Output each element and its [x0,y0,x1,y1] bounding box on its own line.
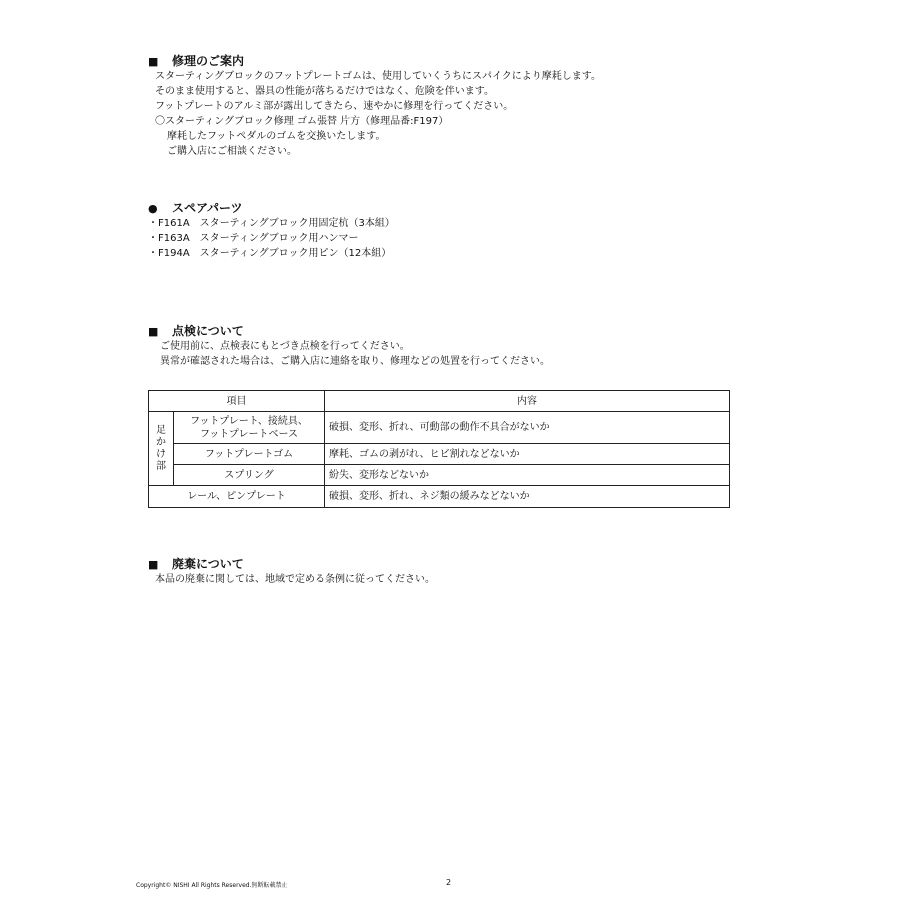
repair-service-contact: ご購入店にご相談ください。 [167,146,297,157]
repair-title: 修理のご案内 [172,54,245,68]
group-label-footrest: 足 か け 部 [149,412,174,486]
page-number: 2 [446,878,452,887]
repair-heading [148,54,601,69]
table-row [149,412,730,444]
disposal-heading [148,557,435,572]
repair-section [148,54,601,159]
item-cell: スプリング [174,465,325,486]
repair-service-desc: 摩耗したフットペダルのゴムを交換いたします。 [167,131,386,142]
inspection-table [148,390,730,508]
item-cell: レール、ピンプレート [149,486,325,508]
table-row [149,465,730,486]
header-content: 内容 [325,391,730,412]
spare-parts-title: スペアパーツ [172,201,243,215]
table-row [149,486,730,508]
repair-text-line: スターティングブロックのフットプレートゴムは、使用していくうちにスパイクにより摩耗します。 [155,71,601,82]
inspection-text-line: ご使用前に、点検表にもとづき点検を行ってください。 [160,341,410,352]
item-cell: フットプレート、接続具、 フットプレートベース [174,412,325,444]
disposal-text-line: 本品の廃棄に関しては、地域で定める条例に従ってください。 [155,574,435,585]
inspection-text-line: 異常が確認された場合は、ご購入店に連絡を取り、修理などの処置を行ってください。 [160,356,550,367]
item-cell: フットプレートゴム [174,444,325,465]
content-cell: 紛失、変形などないか [325,465,730,486]
spare-parts-heading [148,201,395,216]
square-bullet-icon: ■ [148,325,159,338]
content-cell: 摩耗、ゴムの剥がれ、ヒビ割れなどないか [325,444,730,465]
spare-part-item: ・F161A スターティングブロック用固定杭（3本組） [148,218,395,229]
repair-service-name: 〇スターティングブロック修理 ゴム張替 片方（修理品番:F197） [155,116,449,127]
square-bullet-icon: ■ [148,558,159,571]
table-row [149,444,730,465]
circle-bullet-icon: ● [148,202,158,215]
spare-part-item: ・F194A スターティングブロック用ピン（12本組） [148,248,392,259]
header-item: 項目 [149,391,325,412]
content-cell: 破損、変形、折れ、可動部の動作不具合がないか [325,412,730,444]
disposal-section [148,557,435,587]
repair-text-line: フットプレートのアルミ部が露出してきたら、速やかに修理を行ってください。 [155,101,514,112]
disposal-title: 廃棄について [172,557,244,571]
square-bullet-icon: ■ [148,55,159,68]
inspection-heading [148,324,550,339]
table-header-row [149,391,730,412]
spare-parts-section [148,201,395,261]
inspection-section [148,324,550,369]
spare-part-item: ・F163A スターティングブロック用ハンマー [148,233,359,244]
repair-text-line: そのまま使用すると、器具の性能が落ちるだけではなく、危険を伴います。 [155,86,494,97]
copyright-notice: Copyright© NISHI All Rights Reserved.無断転載禁止 [136,882,288,889]
inspection-title: 点検について [172,324,244,338]
content-cell: 破損、変形、折れ、ネジ類の緩みなどないか [325,486,730,508]
